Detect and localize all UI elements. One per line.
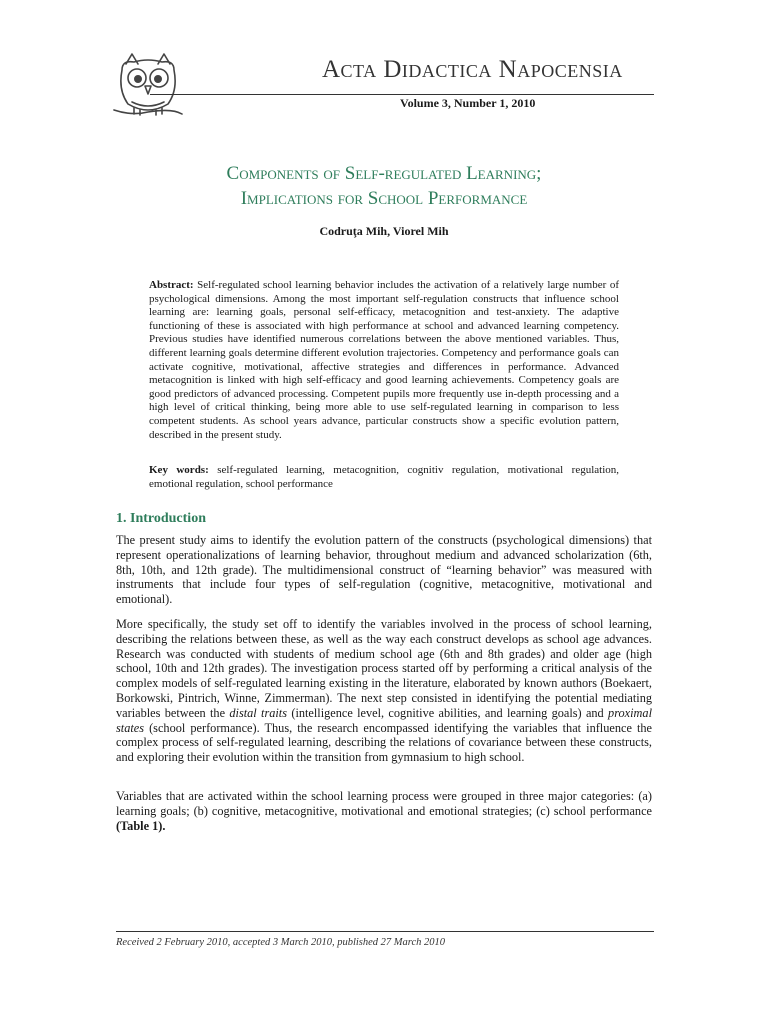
journal-name: Acta Didactica Napocensia <box>322 56 623 83</box>
keywords-label: Key words: <box>149 464 209 476</box>
abstract <box>149 279 619 442</box>
table-1-reference[interactable]: (Table 1). <box>116 818 166 833</box>
intro-p2-text-c: (school performance). Thus, the research encompassed identifying the variables that influence the complex process of self-regulated learning, describing the relations of covariance between these constructs, and exploring their evolution within the transition from gymnasium to high school. <box>116 720 652 765</box>
intro-p3-text: Variables that are activated within the school learning process were grouped in three major categories: (a) learning goals; (b) cognitive, metacognitive, motivational and emotional strategies; (c) school performance <box>116 789 652 818</box>
intro-p2-text-b: (intelligence level, cognitive abilities, and learning goals) and <box>287 705 609 720</box>
article-authors: Codruţa Mih, Viorel Mih <box>319 224 449 238</box>
article-title-line-2: Implications for School Performance <box>240 188 528 209</box>
distal-traits-term: distal traits <box>229 705 288 720</box>
article-title-line-1: Components of Self-regulated Learning; <box>226 163 542 184</box>
owl-logo-icon <box>112 50 184 118</box>
article-title <box>116 161 652 211</box>
abstract-text: Self-regulated school learning behavior includes the activation of a relatively large number of psychological dimensions. Among the most important self-regulation constructs that influence school learning are: learning goals, personal self-efficacy, metacognition and test-anxiety. The adaptive functioning of these is associated with high performance at school and advanced learning competency. Previous studies have identified numerous correlations between the above mentioned variables. Thus, different learning goals determine different evolution trajectories. Competency and performance goals can activate cognitive, motivational, affective strategies and differences in performance. Advanced metacognition is linked with high self-efficacy and good learning achievements. Competency goals are good predictors of advanced processing. Competent pupils more frequently use in-depth processing and a high level of critical thinking, being more able to use self-regulated learning in comparison to less competent students. As school years advance, particular constructs show a specific evolution pattern, described in the present study. <box>149 279 619 441</box>
intro-paragraph-2 <box>116 617 652 765</box>
header-divider <box>150 94 654 95</box>
proximal-states-term: proximal states <box>116 705 652 735</box>
section-heading-introduction: 1. Introduction <box>116 511 206 526</box>
footer-divider <box>116 931 654 932</box>
volume-info: Volume 3, Number 1, 2010 <box>400 96 536 110</box>
intro-paragraph-1: The present study aims to identify the evolution pattern of the constructs (psychological dimensions) that represent operationalizations of learning behavior, throughout medium and advanced scholarization (6th, 8th, 10th, and 12th grade). The multidimensional construct of “learning behavior” was measured with instruments that include four types of self-regulation (cognitive, metacognitive, motivational and emotional). <box>116 533 652 607</box>
abstract-label: Abstract: <box>149 279 194 291</box>
publication-dates: Received 2 February 2010, accepted 3 March 2010, published 27 March 2010 <box>116 937 446 948</box>
intro-paragraph-3 <box>116 789 652 833</box>
keywords-text: self-regulated learning, metacognition, cognitiv regulation, motivational regulation, emotional regulation, school performance <box>149 464 620 490</box>
intro-p2-text-a: More specifically, the study set off to identify the variables involved in the process of school learning, describing the relations between these, as well as the way each construct develops as school age advances. Research was conducted with students of medium school age (6th and 8th grades) and older age (high school, 10th and 12th grades). The investigation process started off by performing a critical analysis of the complex models of self-regulated learning existing in the literature, elaborated by known authors (Boekaert, Borkowski, Pintrich, Winne, Zimmerman). The next step consisted in identifying the potential mediating variables between the <box>116 617 652 720</box>
keywords <box>149 463 619 491</box>
